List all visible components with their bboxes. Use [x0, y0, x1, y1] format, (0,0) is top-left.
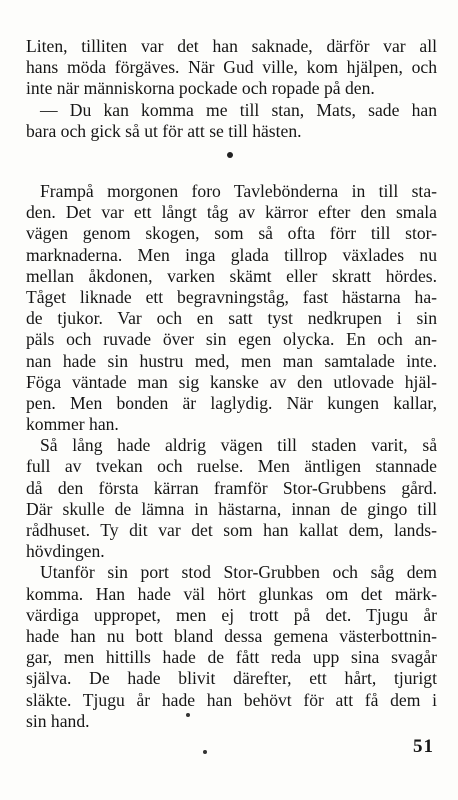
text-line: Utanför sin port stod Stor-Grubben och såg dem	[40, 562, 437, 583]
text-line: hans möda förgäves. När Gud ville, kom hjälpen, och	[26, 57, 437, 78]
text-line: Tåget liknade ett begravningståg, fast hästarna ha-	[26, 286, 437, 307]
text-line: den. Det var ett långt tåg av kärror efter den smala	[26, 202, 437, 223]
section-separator-dot	[227, 152, 233, 158]
section-2-text	[26, 181, 437, 732]
text-line: Så lång hade aldrig vägen till staden varit, så	[40, 435, 437, 456]
text-line: hövdingen.	[26, 541, 105, 562]
text-line: rådhuset. Ty dit var det som han kallat dem, lands-	[26, 520, 437, 540]
text-line: marknaderna. Men inga glada tillrop växlades nu	[26, 244, 437, 265]
text-line: sin hand.	[26, 710, 90, 731]
print-speck	[186, 713, 190, 717]
text-line: — Du kan komma me till stan, Mats, sade han	[40, 99, 437, 120]
text-line: inte när människorna pockade och ropade på den.	[26, 78, 375, 99]
text-line: pen. Men bonden är laglydig. När kungen kallar,	[26, 392, 437, 413]
text-line: vägen genom skogen, som så ofta förr till stor-	[26, 223, 437, 244]
text-line: Frampå morgonen foro Tavlebönderna in till sta-	[40, 181, 437, 201]
text-line: de tjukor. Var och en satt tyst nedkrupen i sin	[26, 308, 437, 329]
text-line: hade han nu bott bland dessa gemena västerbottnin-	[26, 625, 437, 646]
text-line: full av tvekan och ruelse. Men äntligen stannade	[26, 456, 437, 477]
text-line: Där skulle de lämna in hästarna, innan de gingo till	[26, 498, 437, 519]
text-line: mellan åkdonen, varken skämt eller skratt hördes.	[26, 265, 437, 286]
text-line: gar, men hittills hade de fått reda upp sina svagår	[26, 647, 437, 668]
text-line: kommer han.	[26, 414, 119, 435]
text-line: komma. Han hade väl hört glunkas om det märk-	[26, 583, 437, 604]
text-line: släkte. Tjugu år hade han behövt för att få dem i	[26, 689, 437, 710]
text-line: själva. De hade blivit därefter, ett hårt, tjurigt	[26, 668, 437, 689]
section-1-text	[26, 36, 437, 142]
text-line: Liten, tilliten var det han saknade, därför var all	[26, 36, 437, 56]
text-line: päls och ruvade över sin egen olycka. En och an-	[26, 329, 437, 350]
text-line: värdiga uppropet, men ej trott på det. Tjugu år	[26, 604, 437, 625]
text-line: nan hade sin hustru med, men man samtalade inte.	[26, 350, 437, 371]
print-speck	[203, 750, 207, 754]
text-line: bara och gick så ut för att se till hästen.	[26, 120, 302, 141]
text-line: då den första kärran framför Stor-Grubbens gård.	[26, 477, 437, 498]
text-line: Föga väntade man sig kanske av den utlovade hjäl-	[26, 371, 437, 392]
page-number: 51	[413, 736, 434, 757]
